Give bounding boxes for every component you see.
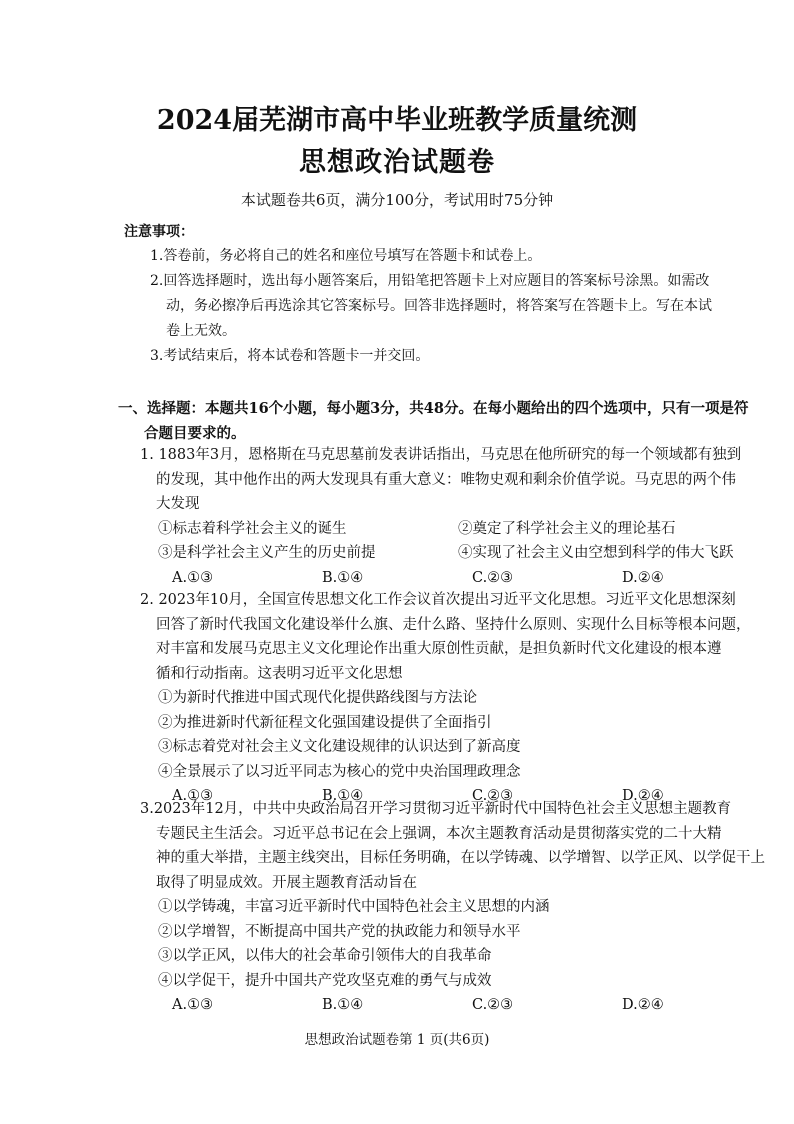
choice-d: D.②④: [622, 569, 664, 586]
notice-heading: 注意事项：: [124, 224, 194, 240]
option-1: ①标志着科学社会主义的诞生: [158, 520, 347, 537]
exam-title: 2024届芜湖市高中毕业班教学质量统测: [156, 105, 638, 136]
choice-c: C.②③: [472, 997, 514, 1013]
stem-line: 回答了新时代我国文化建设举什么旗、走什么路、坚持什么原则、实现什么目标等根本问题，: [156, 616, 751, 633]
notice-item-text: 3.考试结束后，将本试卷和答题卡一并交回。: [150, 348, 430, 364]
answer-choices: [140, 993, 790, 1018]
stem-line: 对丰富和发展马克思主义文化理论作出重大原创性贡献，是担负新时代文化建设的根本遵: [156, 641, 722, 657]
notice-item-text: 动，务必擦净后再选涂其它答案标号。回答非选择题时，将答案写在答题卡上。写在本试: [166, 298, 712, 314]
choice-b: B.①④: [322, 569, 364, 586]
section-heading-line: 合题目要求的。: [144, 425, 246, 442]
choice-c: C.②③: [472, 788, 514, 804]
stem-line: 神的重大举措，主题主线突出，目标任务明确，在以学铸魂、以学增智、以学正风、以学促干上: [156, 850, 765, 866]
exam-subject-title: 思想政治试题卷: [299, 147, 495, 178]
option-4: ④实现了社会主义由空想到科学的伟大飞跃: [458, 545, 734, 561]
page-footer: 思想政治试题卷第 1 页(共6页): [304, 1032, 490, 1048]
section-heading-line: 一、选择题：本题共16个小题，每小题3分，共48分。在每小题给出的四个选项中，只有一项是符: [118, 400, 749, 417]
question-3: [140, 797, 790, 1018]
choice-d: D.②④: [622, 997, 664, 1013]
notice-item-3: [150, 344, 790, 369]
choice-a: A.①③: [172, 569, 214, 586]
notice-item-2: [150, 269, 790, 344]
choice-d: D.②④: [622, 788, 664, 804]
notice-item-text: 2.回答选择题时，选出每小题答案后，用铅笔把答题卡上对应题目的答案标号涂黑。如需改: [150, 273, 710, 289]
choice-b: B.①④: [322, 788, 364, 804]
option-3: ③是科学社会主义产生的历史前提: [158, 545, 376, 561]
option-2: ②为推进新时代新征程文化强国建设提供了全面指引: [158, 714, 492, 731]
option-2: ②以学增智，不断提高中国共产党的执政能力和领导水平: [158, 923, 521, 940]
notice-item-text: 卷上无效。: [166, 323, 236, 339]
stem-line: 1. 1883年3月，恩格斯在马克思墓前发表讲话指出，马克思在他所研究的每一个领域都有独到: [140, 447, 742, 463]
option-1: ①以学铸魂，丰富习近平新时代中国特色社会主义思想的内涵: [158, 899, 550, 915]
stem-line: 循和行动指南。这表明习近平文化思想: [156, 665, 403, 682]
stem-line: 取得了明显成效。开展主题教育活动旨在: [156, 874, 417, 891]
question-2: [140, 588, 790, 809]
choice-a: A.①③: [172, 997, 214, 1013]
exam-info: 本试题卷共6页，满分100分，考试用时75分钟: [240, 191, 554, 209]
option-3: ③以学正风，以伟大的社会革命引领伟大的自我革命: [158, 948, 492, 964]
stem-line: 3.2023年12月，中共中央政治局召开学习贯彻习近平新时代中国特色社会主义思想主题教育: [140, 801, 732, 817]
notice-item-text: 1.答卷前，务必将自己的姓名和座位号填写在答题卡和试卷上。: [150, 248, 542, 264]
option-4: ④全景展示了以习近平同志为核心的党中央治国理政理念: [158, 763, 521, 780]
option-3: ③标志着党对社会主义文化建设规律的认识达到了新高度: [158, 739, 521, 755]
question-stem: [140, 797, 790, 895]
choice-a: A.①③: [172, 788, 214, 804]
section-heading: [118, 396, 788, 446]
answer-choices: [140, 566, 790, 591]
stem-line: 专题民主生活会。习近平总书记在会上强调，本次主题教育活动是贯彻落实党的二十大精: [156, 825, 722, 842]
option-1: ①为新时代推进中国式现代化提供路线图与方法论: [158, 690, 477, 706]
stem-line: 大发现: [156, 496, 200, 512]
question-stem: [140, 588, 790, 686]
stem-line: 2. 2023年10月，全国宣传思想文化工作会议首次提出习近平文化思想。习近平文化思想深刻: [140, 592, 736, 608]
option-4: ④以学促干，提升中国共产党攻坚克难的勇气与成效: [158, 972, 492, 989]
question-stem: [140, 443, 790, 517]
choice-b: B.①④: [322, 997, 364, 1013]
stem-line: 的发现，其中他作出的两大发现具有重大意义：唯物史观和剩余价值学说。马克思的两个伟: [156, 471, 736, 488]
choice-c: C.②③: [472, 569, 514, 586]
option-2: ②奠定了科学社会主义的理论基石: [458, 520, 676, 537]
question-1: [140, 443, 790, 590]
notice-item-1: [150, 244, 790, 269]
